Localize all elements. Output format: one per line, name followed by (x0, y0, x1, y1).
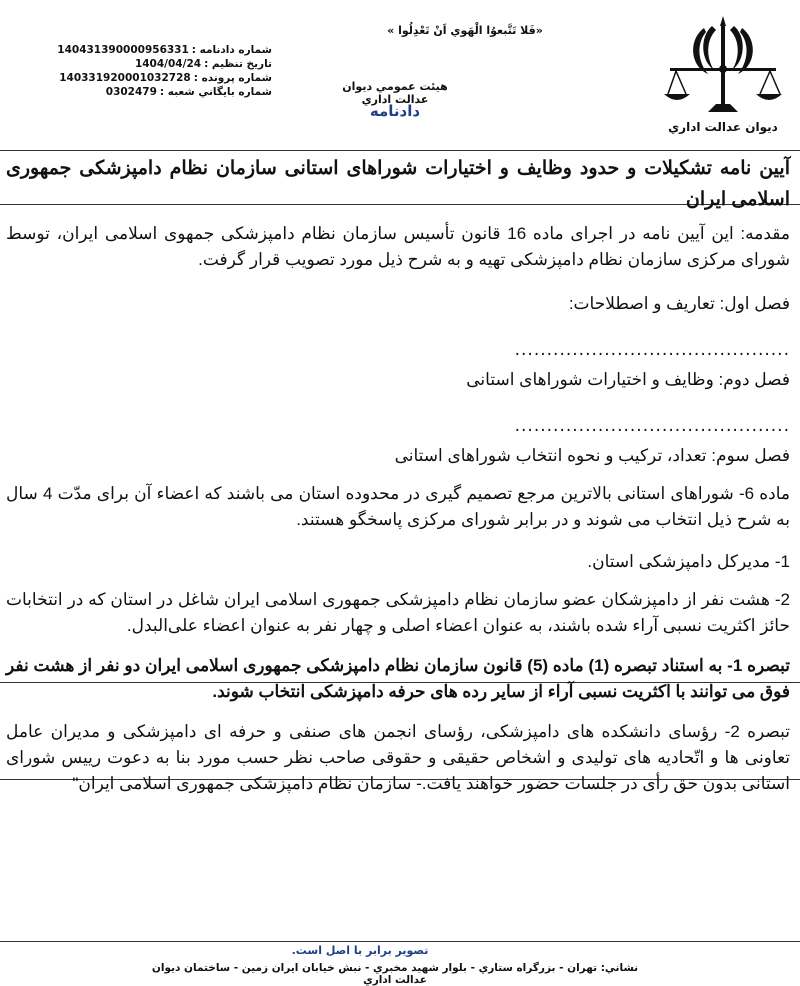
chapter-one-heading: فصل اول: تعاریف و اصطلاحات: (568, 294, 790, 313)
chapter-three-heading: فصل سوم: تعداد، ترکیب و نحوه انتخاب شوراهای استانی (394, 446, 790, 465)
certified-copy-note: تصوير برابر با اصل است. (291, 944, 429, 957)
article-six: ماده 6- شوراهای استانی بالاترین مرجع تصمیم گیری در محدوده استان می باشند که اعضاء آن برای مدّت 4 سال به شرح ذیل انتخاب می شوند و در برابر شورای مرکزی پاسخگو هستند. (6, 484, 791, 529)
chapter-two-heading: فصل دوم: وظایف و اختیارات شوراهای استانی (466, 370, 790, 389)
document-metadata (57, 43, 272, 99)
emblem-icon (660, 8, 786, 118)
omission-dots: ........................................... (514, 416, 790, 436)
list-item-one: 1- مدیرکل دامپزشکی استان. (587, 552, 790, 571)
document-footer (0, 940, 800, 986)
meta-ruling-number: شماره دادنامه :140431390000956331 (57, 44, 272, 56)
emblem-caption: ديوان عدالت اداري (668, 120, 778, 134)
regulation-title: آیین نامه تشکیلات و حدود وظایف و اختیارات شوراهای استانی سازمان نظام دامپزشکی جمهوری اسلامی ایران (6, 158, 790, 210)
meta-archive-number: شماره بايگاني شعبه :0302479 (105, 86, 272, 98)
list-item-two: 2- هشت نفر از دامپزشکان عضو سازمان نظام دامپزشکی جمهوری اسلامی ایران شاغل در استان که در انتخابات حائز اکثریت نسبی آراء شده باشند، به عنوان اعضاء اصلی و چهار نفر به عنوان اعضاء علی‌البدل. (6, 590, 790, 635)
address-line: نشاني: تهران - بزرگراه ستاري - بلوار شهيد مخبري - نبش خيابان ايران زمين - ساختمان ديوان عدالت اداري (151, 962, 639, 986)
intro-paragraph: مقدمه: این آیین نامه در اجرای ماده 16 قانون تأسیس سازمان نظام دامپزشکی جمهوی اسلامی ایران، توسط شورای مرکزی سازمان نظام دامپزشکی تهیه و به شرح ذیل مورد تصویب قرار گرفت. (6, 224, 790, 269)
meta-date: تاريخ تنظيم :1404/04/24 (134, 58, 272, 70)
board-name: هيئت عمومي ديوان عدالت اداري (342, 80, 448, 106)
note-two: تبصره 2- رؤسای دانشکده های دامپزشکی، رؤسای انجمن های صنفی و حرفه ای دامپزشکی و مدیران عامل تعاونی ها و اتّحادیه های تولیدی و اشخاص حقیقی و حقوقی صاحب نظر حسب مورد بنا به دعوت رییس شورای استانی بدون حق رأی در جلسات حضور خواهند یافت.- سازمان نظام دامپزشکی جمهوری اسلامی ایران" (6, 722, 790, 793)
note-one: تبصره 1- به استناد تبصره (1) ماده (5) قانون سازمان نظام دامپزشکی جمهوری اسلامی ایران دو نفر از هشت نفر فوق می توانند با اکثریت نسبی آراء از سایر رده های حرفه دامپزشکی انتخاب شوند. (6, 656, 791, 701)
document-text (6, 153, 790, 797)
document-header (0, 0, 800, 146)
document-type-title: دادنامه (369, 102, 421, 120)
document-body (0, 150, 800, 942)
omission-dots: ........................................... (514, 340, 790, 360)
header-quote: «فَلا تَتَّبعوُا الْهَوي اَنْ تَعْدِلُوا » (387, 24, 543, 37)
meta-case-number: شماره پرونده :140331920001032728 (59, 72, 272, 84)
